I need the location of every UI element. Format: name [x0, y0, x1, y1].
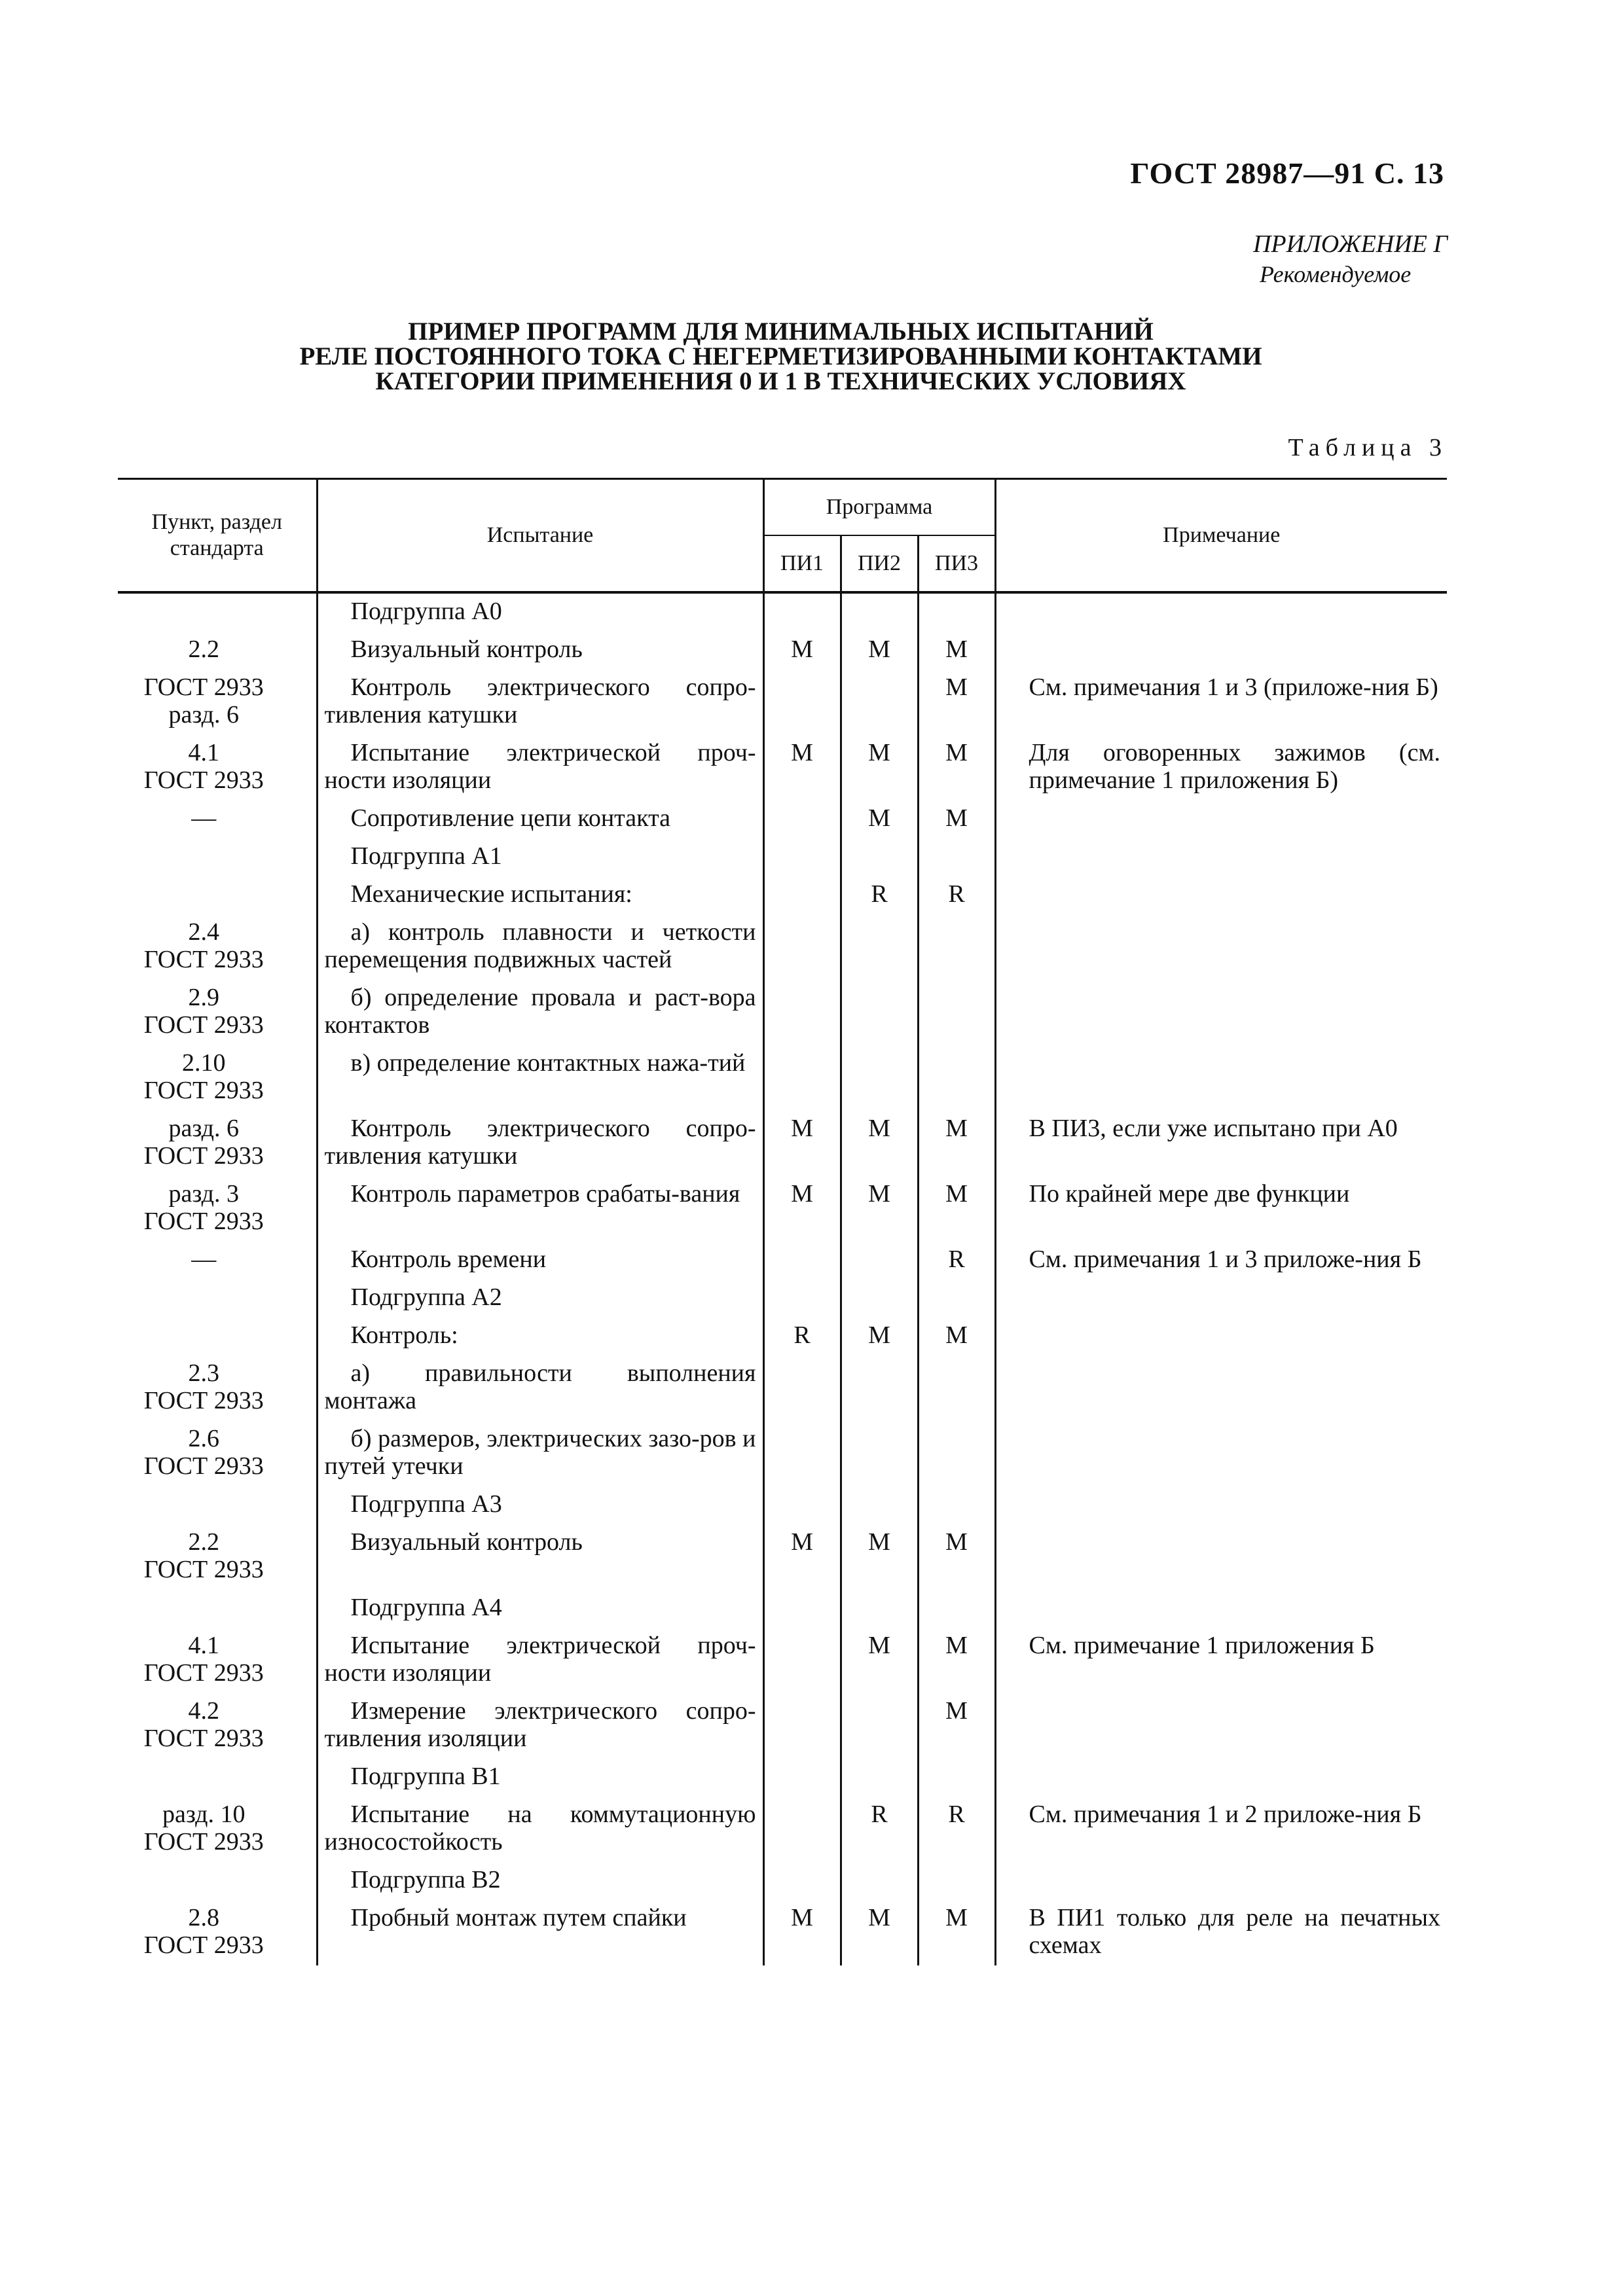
table-row [118, 1797, 1447, 1862]
ref-line-2: ГОСТ 2933 [143, 1387, 264, 1414]
cell-note [995, 1045, 1447, 1111]
cell-ref [118, 1759, 317, 1797]
test-text: Визуальный контроль [350, 1528, 583, 1556]
test-text: б) определение провала и раст-вора контактов [324, 984, 756, 1039]
cell-note [995, 1421, 1447, 1486]
cell-ref [118, 592, 317, 632]
cell-pi3: R [918, 1797, 995, 1862]
cell-pi1 [763, 1759, 841, 1797]
cell-test [317, 1524, 763, 1590]
ref-line-1: разд. 3 [168, 1180, 240, 1208]
cell-note [995, 1862, 1447, 1900]
cell-test [317, 1045, 763, 1111]
cell-note: См. примечания 1 и 2 приложе-ния Б [1029, 1801, 1422, 1828]
cell-pi1 [763, 1045, 841, 1111]
ref-line-2: ГОСТ 2933 [143, 766, 264, 794]
cell-pi1: М [763, 1524, 841, 1590]
cell-ref [118, 1590, 317, 1628]
cell-pi1 [763, 914, 841, 980]
ref-line-2: ГОСТ 2933 [143, 1142, 264, 1170]
cell-ref [118, 838, 317, 876]
table-row [118, 632, 1447, 670]
test-text: Контроль параметров срабаты-вания [350, 1180, 740, 1208]
cell-ref [118, 1900, 317, 1965]
appendix-kind: Рекомендуемое [1259, 261, 1412, 287]
test-text: Контроль электрического сопро-тивления катушки [324, 1115, 756, 1170]
header-ref: Пункт, раздел стандарта [118, 479, 317, 593]
cell-pi1: М [763, 1111, 841, 1176]
test-text: Контроль: [350, 1321, 458, 1349]
cell-note [995, 800, 1447, 838]
cell-pi1 [763, 1862, 841, 1900]
test-text: Подгруппа В1 [350, 1763, 501, 1790]
cell-note: В ПИ3, если уже испытано при А0 [1029, 1115, 1398, 1142]
test-text: Пробный монтаж путем спайки [350, 1904, 687, 1931]
ref-line-1: 4.1 [188, 1632, 219, 1659]
cell-note: См. примечание 1 приложения Б [1029, 1632, 1375, 1659]
cell-note [995, 592, 1447, 632]
cell-pi2 [841, 1590, 918, 1628]
table-row [118, 876, 1447, 914]
document-title [118, 319, 1444, 394]
cell-pi3 [918, 980, 995, 1045]
test-text: Подгруппа А0 [350, 598, 502, 625]
cell-pi2 [841, 592, 918, 632]
cell-pi3: М [918, 800, 995, 838]
ref-line-1: 4.2 [188, 1697, 219, 1725]
table-row [118, 1280, 1447, 1318]
cell-pi2 [841, 1421, 918, 1486]
ref-line-2: ГОСТ 2933 [143, 1931, 264, 1959]
appendix-block [1253, 229, 1448, 289]
cell-pi3: R [918, 876, 995, 914]
cell-test [317, 735, 763, 800]
table-row [118, 1045, 1447, 1111]
cell-note: См. примечания 1 и 3 (приложе-ния Б) [1029, 673, 1438, 701]
cell-pi3 [918, 592, 995, 632]
cell-ref [118, 980, 317, 1045]
cell-ref [118, 1355, 317, 1421]
cell-test [317, 632, 763, 670]
table-row [118, 1862, 1447, 1900]
cell-test [317, 1862, 763, 1900]
cell-pi3: М [918, 1628, 995, 1693]
cell-test [317, 980, 763, 1045]
cell-pi1: R [763, 1318, 841, 1355]
cell-ref [118, 914, 317, 980]
table-row [118, 1486, 1447, 1524]
cell-pi1 [763, 1486, 841, 1524]
test-program-table [118, 478, 1447, 1965]
cell-pi1: М [763, 735, 841, 800]
cell-test [317, 1242, 763, 1280]
ref-line-1: 2.9 [188, 984, 219, 1011]
cell-ref [118, 1797, 317, 1862]
cell-ref [118, 1693, 317, 1759]
title-line-2: РЕЛЕ ПОСТОЯННОГО ТОКА С НЕГЕРМЕТИЗИРОВАННЫМИ КОНТАКТАМИ [299, 342, 1262, 370]
table-row [118, 914, 1447, 980]
test-text: б) размеров, электрических зазо-ров и путей утечки [324, 1425, 756, 1480]
cell-test [317, 670, 763, 735]
ref-line-1: 2.2 [188, 1528, 219, 1556]
cell-pi1 [763, 1628, 841, 1693]
cell-test [317, 1693, 763, 1759]
cell-pi3 [918, 1862, 995, 1900]
table-row [118, 1693, 1447, 1759]
cell-pi3: R [918, 1242, 995, 1280]
cell-note [995, 980, 1447, 1045]
cell-pi2 [841, 1280, 918, 1318]
cell-test [317, 1797, 763, 1862]
appendix-label: ПРИЛОЖЕНИЕ Г [1252, 230, 1448, 258]
ref-line-1: 2.2 [188, 636, 219, 663]
ref-line-1: разд. 10 [162, 1801, 246, 1828]
cell-ref [118, 670, 317, 735]
cell-pi2 [841, 1486, 918, 1524]
ref-line-2: ГОСТ 2933 [143, 1659, 264, 1687]
cell-ref [118, 1862, 317, 1900]
cell-pi1 [763, 1242, 841, 1280]
test-text: в) определение контактных нажа-тий [350, 1049, 746, 1077]
cell-note [995, 1486, 1447, 1524]
cell-pi2: М [841, 1318, 918, 1355]
cell-note [995, 1280, 1447, 1318]
cell-pi3: М [918, 1318, 995, 1355]
table-row [118, 670, 1447, 735]
cell-pi1 [763, 980, 841, 1045]
cell-pi2: М [841, 735, 918, 800]
cell-pi3 [918, 1421, 995, 1486]
cell-test [317, 1421, 763, 1486]
cell-pi3: М [918, 735, 995, 800]
cell-ref [118, 1628, 317, 1693]
table-row [118, 1111, 1447, 1176]
cell-pi1 [763, 670, 841, 735]
cell-ref [118, 1421, 317, 1486]
table-row [118, 1355, 1447, 1421]
cell-pi2: М [841, 632, 918, 670]
cell-test [317, 1759, 763, 1797]
ref-line-2: ГОСТ 2933 [143, 1828, 264, 1856]
cell-ref [118, 1045, 317, 1111]
table-row [118, 838, 1447, 876]
cell-ref [118, 1176, 317, 1242]
header-note: Примечание [1163, 523, 1281, 547]
cell-note: Для оговоренных зажимов (см. примечание 1 приложения Б) [1029, 739, 1440, 794]
test-text: Механические испытания: [350, 880, 632, 908]
cell-pi3 [918, 1355, 995, 1421]
ref-line-2: ГОСТ 2933 [143, 1077, 264, 1104]
ref-line-2: ГОСТ 2933 [143, 1208, 264, 1235]
test-text: Контроль времени [350, 1246, 547, 1273]
cell-pi3 [918, 838, 995, 876]
cell-ref [118, 735, 317, 800]
header-test: Испытание [317, 479, 763, 593]
cell-pi1: М [763, 1900, 841, 1965]
cell-pi3 [918, 914, 995, 980]
table-row [118, 592, 1447, 632]
cell-pi1 [763, 592, 841, 632]
ref-line-1: 4.1 [188, 739, 219, 766]
cell-pi2 [841, 670, 918, 735]
page-header-doc-ref: ГОСТ 28987—91 С. 13 [1130, 156, 1444, 190]
header-pi2: ПИ2 [841, 535, 918, 592]
cell-test [317, 914, 763, 980]
cell-pi3: М [918, 1176, 995, 1242]
ref-line-1: 2.6 [188, 1425, 219, 1452]
ref-line-2: ГОСТ 2933 [143, 1011, 264, 1039]
cell-pi1 [763, 876, 841, 914]
cell-pi2 [841, 1862, 918, 1900]
cell-test [317, 1318, 763, 1355]
test-text: Измерение электрического сопро-тивления изоляции [324, 1697, 756, 1752]
cell-pi3: М [918, 670, 995, 735]
table-row [118, 1318, 1447, 1355]
cell-test [317, 876, 763, 914]
test-text: Подгруппа В2 [350, 1866, 501, 1893]
ref-line-2: ГОСТ 2933 [143, 946, 264, 973]
cell-note [995, 1693, 1447, 1759]
cell-pi3 [918, 1045, 995, 1111]
cell-note [995, 1355, 1447, 1421]
cell-note [995, 1524, 1447, 1590]
header-program: Программа [763, 479, 995, 536]
cell-note [995, 838, 1447, 876]
cell-pi3 [918, 1280, 995, 1318]
cell-note [995, 914, 1447, 980]
table-row [118, 1421, 1447, 1486]
cell-pi1: М [763, 632, 841, 670]
ref-line-1: 2.10 [182, 1049, 226, 1077]
cell-test [317, 800, 763, 838]
cell-pi2 [841, 1045, 918, 1111]
cell-pi2: М [841, 1176, 918, 1242]
ref-line-1: ГОСТ 2933 [143, 673, 264, 701]
cell-ref [118, 1280, 317, 1318]
cell-pi3: М [918, 632, 995, 670]
cell-pi2 [841, 980, 918, 1045]
ref-line-1: — [191, 804, 217, 832]
test-text: Подгруппа А2 [350, 1283, 502, 1311]
table-row [118, 735, 1447, 800]
test-text: Подгруппа А1 [350, 842, 502, 870]
cell-pi3 [918, 1759, 995, 1797]
ref-line-2: ГОСТ 2933 [143, 1452, 264, 1480]
table-row [118, 1176, 1447, 1242]
cell-pi1 [763, 800, 841, 838]
cell-pi3: М [918, 1900, 995, 1965]
cell-pi3: М [918, 1111, 995, 1176]
table-row [118, 1900, 1447, 1965]
cell-ref [118, 1318, 317, 1355]
ref-line-2: разд. 6 [168, 701, 240, 728]
test-text: Контроль электрического сопро-тивления катушки [324, 673, 756, 728]
table-body [118, 592, 1447, 1965]
test-text: Испытание на коммутационную износостойкость [324, 1801, 756, 1856]
table-row [118, 1242, 1447, 1280]
title-line-3: КАТЕГОРИИ ПРИМЕНЕНИЯ 0 И 1 В ТЕХНИЧЕСКИХ УСЛОВИЯХ [375, 367, 1186, 395]
cell-pi2 [841, 1242, 918, 1280]
table-caption: Таблица 3 [1288, 434, 1448, 461]
cell-pi2: М [841, 1628, 918, 1693]
ref-line-2: ГОСТ 2933 [143, 1725, 264, 1752]
cell-test [317, 1628, 763, 1693]
cell-pi1 [763, 1590, 841, 1628]
cell-test [317, 592, 763, 632]
cell-pi2 [841, 914, 918, 980]
cell-test [317, 1355, 763, 1421]
cell-pi2: М [841, 800, 918, 838]
cell-note: По крайней мере две функции [1029, 1180, 1350, 1208]
table-row [118, 1759, 1447, 1797]
ref-line-1: 2.3 [188, 1359, 219, 1387]
cell-ref [118, 876, 317, 914]
cell-ref [118, 1111, 317, 1176]
table-row [118, 980, 1447, 1045]
cell-pi3: М [918, 1693, 995, 1759]
cell-pi3: М [918, 1524, 995, 1590]
cell-test [317, 1280, 763, 1318]
cell-test [317, 1176, 763, 1242]
table-row [118, 1628, 1447, 1693]
cell-note: В ПИ1 только для реле на печатных схемах [1029, 1904, 1440, 1959]
cell-pi1 [763, 1797, 841, 1862]
cell-ref [118, 1486, 317, 1524]
cell-pi3 [918, 1486, 995, 1524]
ref-line-2: ГОСТ 2933 [143, 1556, 264, 1583]
table-row [118, 1590, 1447, 1628]
test-text: Сопротивление цепи контакта [350, 804, 671, 832]
cell-note: См. примечания 1 и 3 приложе-ния Б [1029, 1246, 1422, 1273]
cell-pi1 [763, 1693, 841, 1759]
cell-test [317, 838, 763, 876]
cell-pi2: М [841, 1524, 918, 1590]
cell-ref [118, 632, 317, 670]
header-pi1: ПИ1 [763, 535, 841, 592]
ref-line-1: 2.4 [188, 918, 219, 946]
cell-test [317, 1900, 763, 1965]
test-text: а) правильности выполнения монтажа [324, 1359, 756, 1414]
cell-test [317, 1590, 763, 1628]
cell-pi2: М [841, 1111, 918, 1176]
cell-ref [118, 1242, 317, 1280]
cell-note [995, 632, 1447, 670]
cell-pi2 [841, 838, 918, 876]
ref-line-1: 2.8 [188, 1904, 219, 1931]
test-text: Визуальный контроль [350, 636, 583, 663]
cell-pi1 [763, 1280, 841, 1318]
cell-test [317, 1486, 763, 1524]
cell-pi1 [763, 838, 841, 876]
cell-pi1 [763, 1421, 841, 1486]
table-row [118, 800, 1447, 838]
cell-test [317, 1111, 763, 1176]
test-text: Испытание электрической проч-ности изоляции [324, 1632, 756, 1687]
test-text: а) контроль плавности и четкости перемещения подвижных частей [324, 918, 756, 973]
cell-pi2: R [841, 1797, 918, 1862]
ref-line-1: — [191, 1246, 217, 1273]
cell-note [995, 1590, 1447, 1628]
cell-pi2 [841, 1355, 918, 1421]
cell-note [995, 1759, 1447, 1797]
cell-pi2: R [841, 876, 918, 914]
table-row [118, 1524, 1447, 1590]
cell-ref [118, 1524, 317, 1590]
cell-pi3 [918, 1590, 995, 1628]
cell-pi2: М [841, 1900, 918, 1965]
cell-pi2 [841, 1759, 918, 1797]
cell-pi2 [841, 1693, 918, 1759]
title-line-1: ПРИМЕР ПРОГРАММ ДЛЯ МИНИМАЛЬНЫХ ИСПЫТАНИЙ [408, 317, 1154, 346]
test-text: Испытание электрической проч-ности изоляции [324, 739, 756, 794]
ref-line-1: разд. 6 [168, 1115, 240, 1142]
test-text: Подгруппа А4 [350, 1594, 502, 1621]
test-text: Подгруппа А3 [350, 1490, 502, 1518]
header-pi3: ПИ3 [918, 535, 995, 592]
cell-ref [118, 800, 317, 838]
cell-pi1 [763, 1355, 841, 1421]
cell-note [995, 1318, 1447, 1355]
cell-note [995, 876, 1447, 914]
cell-pi1: М [763, 1176, 841, 1242]
